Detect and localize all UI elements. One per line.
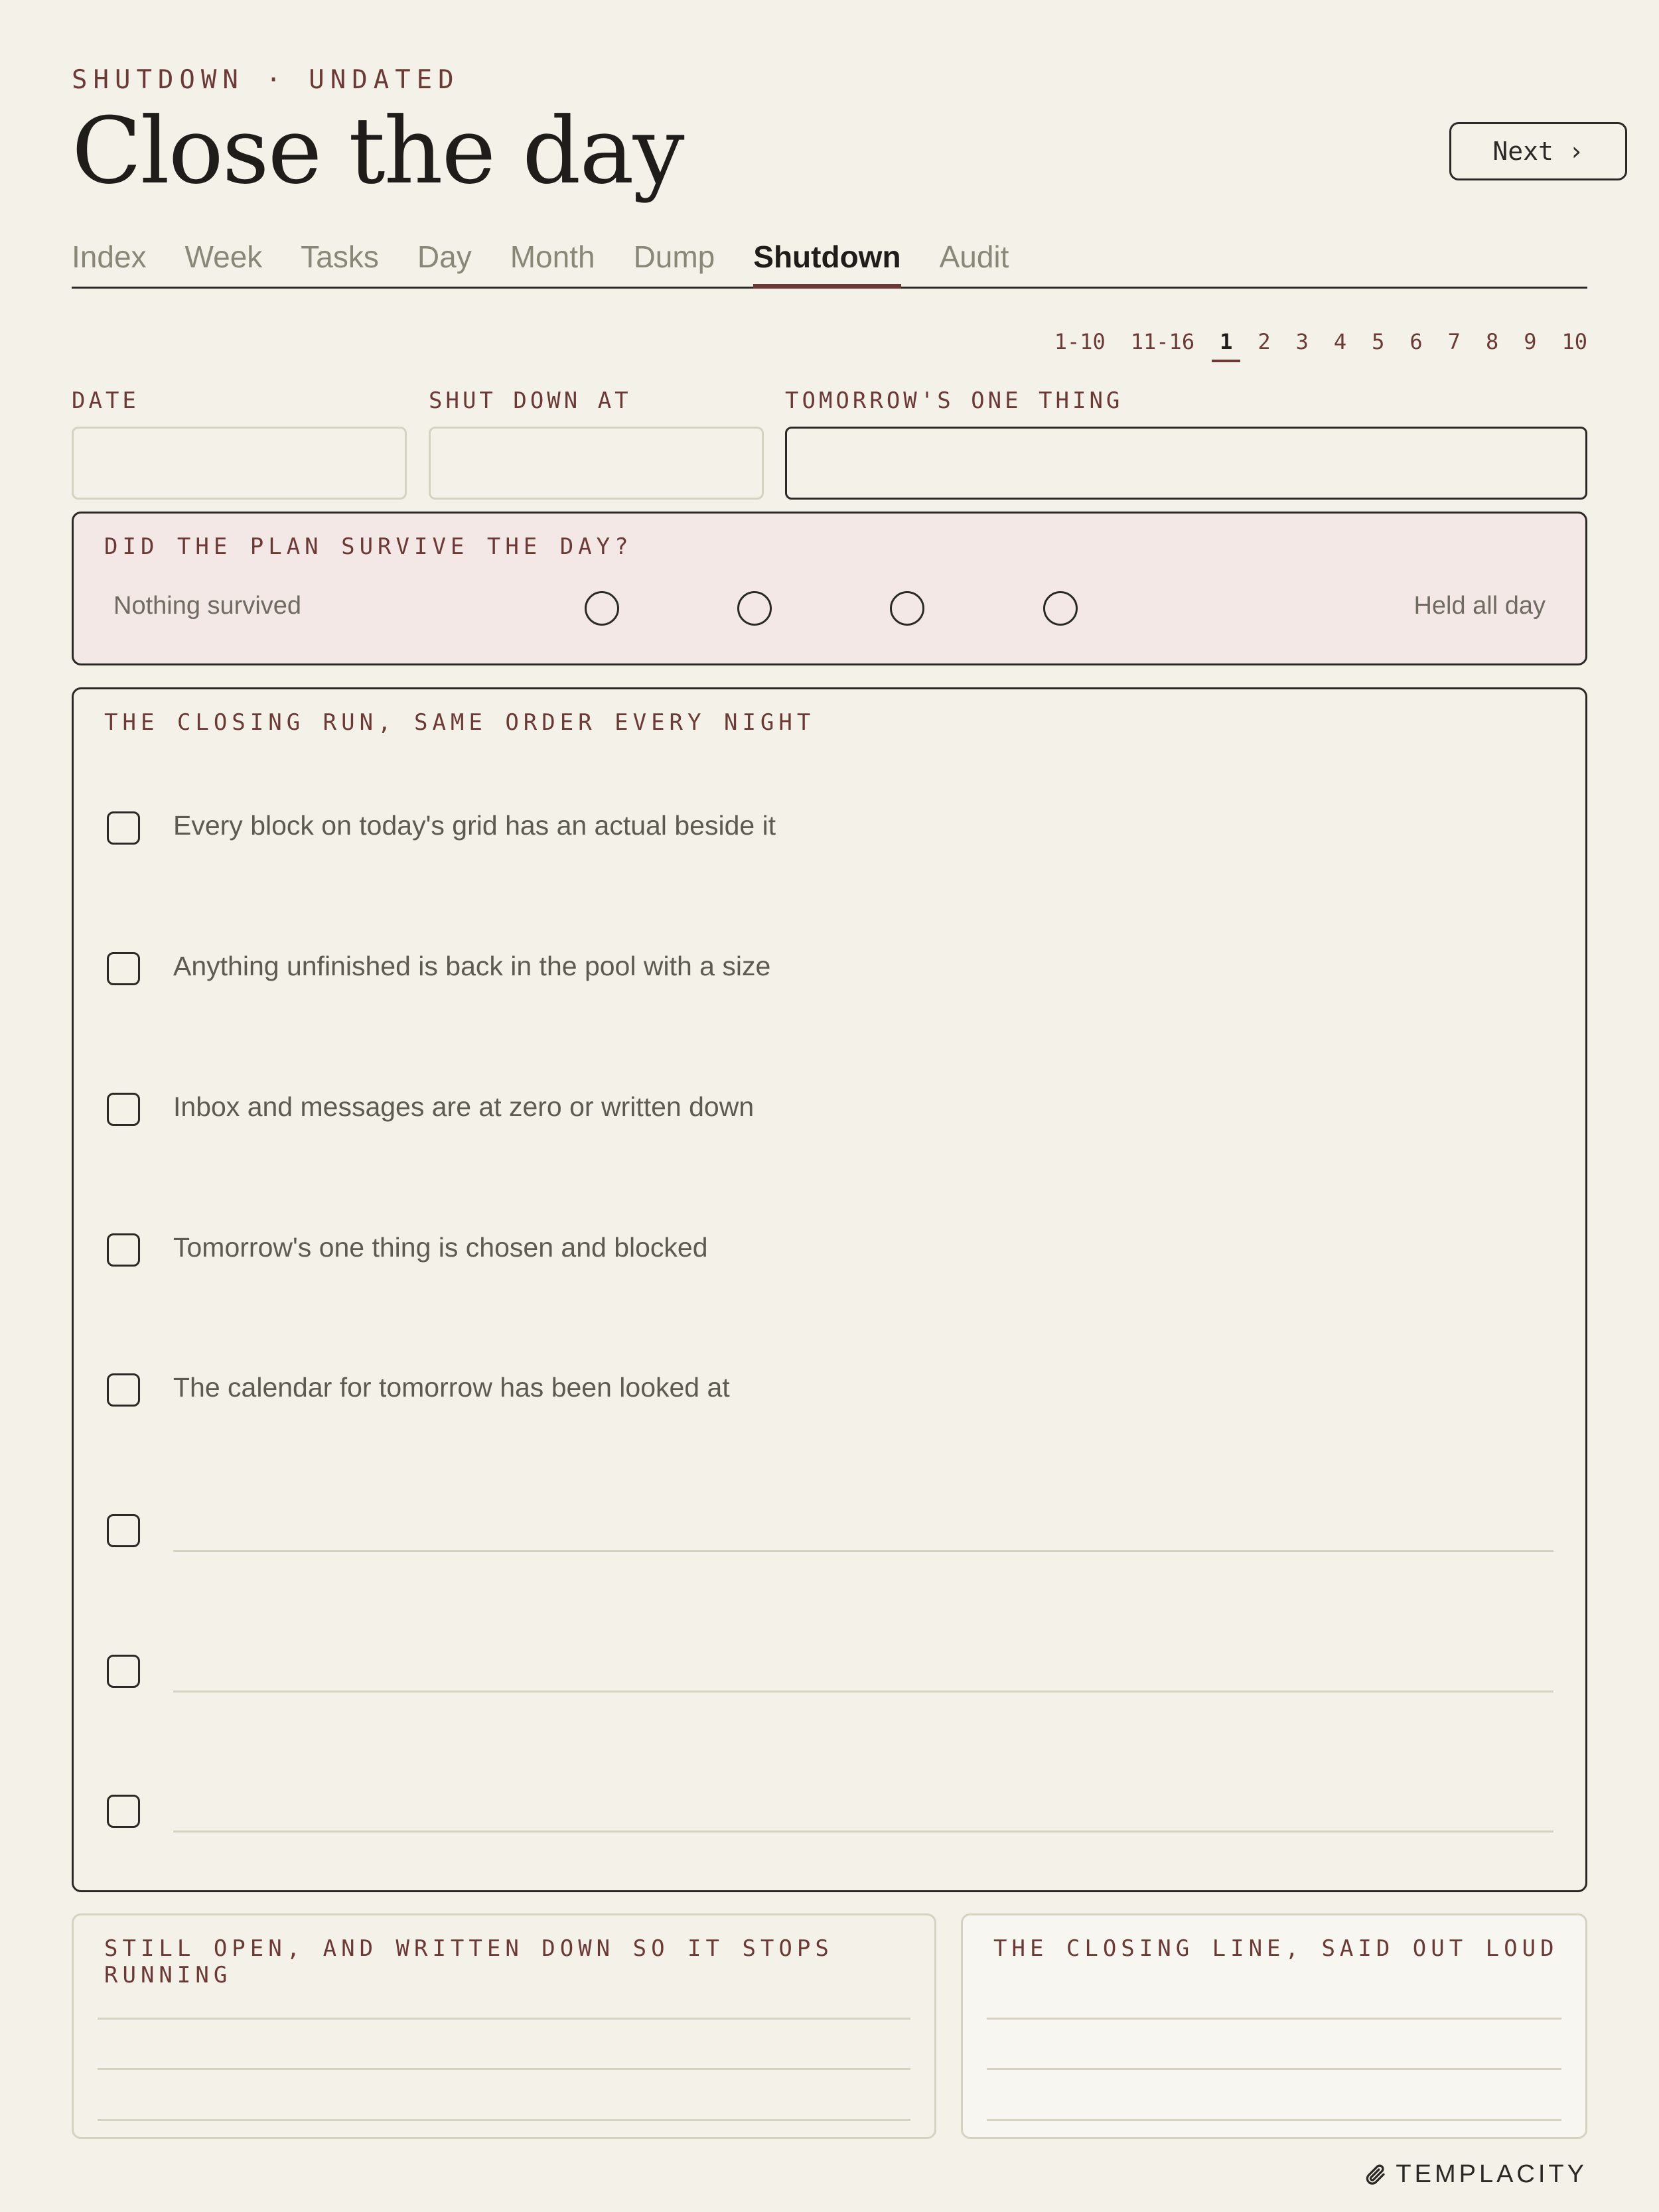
plan-survival-panel: [72, 512, 1587, 665]
closing-line-heading: THE CLOSING LINE, SAID OUT LOUD: [993, 1935, 1559, 1962]
checklist-item: [107, 1361, 1553, 1422]
shutdown-time-field[interactable]: [429, 427, 764, 500]
page-pager: [1029, 329, 1587, 354]
pager-range-1-10[interactable]: 1-10: [1054, 329, 1106, 354]
pager-page[interactable]: 7: [1447, 329, 1461, 354]
one-thing-label: TOMORROW'S ONE THING: [785, 387, 1123, 414]
checkbox[interactable]: [107, 811, 140, 845]
closing-run-panel: [72, 687, 1587, 1892]
writing-line[interactable]: [98, 2119, 910, 2121]
eyebrow: SHUTDOWN · UNDATED: [72, 65, 460, 95]
checkbox[interactable]: [107, 1233, 140, 1267]
tab-bar: [72, 234, 1587, 289]
checklist-item: [107, 940, 1553, 1001]
checkbox[interactable]: [107, 1093, 140, 1126]
blank-checklist-item: [107, 1643, 1553, 1704]
tab-shutdown[interactable]: Shutdown: [753, 234, 901, 287]
checklist-item-text: Tomorrow's one thing is chosen and blocked: [173, 1232, 708, 1263]
tab-day[interactable]: Day: [417, 240, 472, 274]
pager-page[interactable]: 6: [1409, 329, 1423, 354]
tab-month[interactable]: Month: [510, 240, 595, 274]
writing-line[interactable]: [987, 2119, 1561, 2121]
blank-checklist-item: [107, 1502, 1553, 1563]
checkbox[interactable]: [107, 1514, 140, 1547]
checkbox[interactable]: [107, 1795, 140, 1828]
date-field[interactable]: [72, 427, 407, 500]
paperclip-icon: [1364, 2163, 1388, 2187]
pager-page[interactable]: 8: [1485, 329, 1499, 354]
still-open-panel: [72, 1913, 936, 2139]
brand-name: TEMPLACITY: [1396, 2160, 1587, 2188]
pager-range-11-16[interactable]: 11-16: [1130, 329, 1195, 354]
pager-page[interactable]: 9: [1524, 329, 1537, 354]
date-label: DATE: [72, 387, 139, 414]
write-in-line[interactable]: [173, 1691, 1553, 1693]
pager-page[interactable]: 10: [1561, 329, 1587, 354]
closing-run-heading: THE CLOSING RUN, SAME ORDER EVERY NIGHT: [104, 709, 816, 736]
rating-radio-3[interactable]: [890, 591, 924, 626]
checklist-item: [107, 1081, 1553, 1142]
write-in-line[interactable]: [173, 1550, 1553, 1552]
plan-question: DID THE PLAN SURVIVE THE DAY?: [104, 533, 633, 560]
write-in-line[interactable]: [173, 1831, 1553, 1832]
rating-radio-1[interactable]: [585, 591, 619, 626]
pager-page-current[interactable]: 1: [1220, 329, 1233, 354]
still-open-heading: STILL OPEN, AND WRITTEN DOWN SO IT STOPS RUNNING: [104, 1935, 833, 1988]
checklist-item: [107, 1221, 1553, 1282]
checkbox[interactable]: [107, 952, 140, 985]
rating-radio-4[interactable]: [1043, 591, 1078, 626]
checklist-item-text: Inbox and messages are at zero or written down: [173, 1091, 755, 1122]
checkbox[interactable]: [107, 1373, 140, 1407]
scale-low-label: Nothing survived: [113, 592, 302, 620]
tab-index[interactable]: Index: [72, 240, 147, 274]
writing-line[interactable]: [987, 2068, 1561, 2070]
writing-line[interactable]: [987, 2018, 1561, 2020]
checklist-item: [107, 799, 1553, 861]
pager-page[interactable]: 4: [1333, 329, 1347, 354]
pager-page[interactable]: 3: [1295, 329, 1309, 354]
shutdown-time-label: SHUT DOWN AT: [429, 387, 632, 414]
tab-dump[interactable]: Dump: [633, 240, 715, 274]
one-thing-field[interactable]: [785, 427, 1587, 500]
checklist-item-text: Anything unfinished is back in the pool with a size: [173, 951, 771, 981]
brand-logo: [1364, 2160, 1587, 2189]
blank-checklist-item: [107, 1783, 1553, 1844]
tab-week[interactable]: Week: [184, 240, 263, 274]
writing-line[interactable]: [98, 2068, 910, 2070]
page-title: Close the day: [72, 98, 684, 204]
checklist-item-text: Every block on today's grid has an actual beside it: [173, 810, 776, 841]
tab-tasks[interactable]: Tasks: [301, 240, 379, 274]
writing-line[interactable]: [98, 2018, 910, 2020]
scale-high-label: Held all day: [1413, 592, 1546, 620]
closing-line-panel: [961, 1913, 1587, 2139]
pager-page[interactable]: 2: [1258, 329, 1271, 354]
rating-radio-2[interactable]: [737, 591, 772, 626]
next-button[interactable]: Next ›: [1449, 122, 1627, 180]
tab-audit[interactable]: Audit: [939, 240, 1009, 274]
checkbox[interactable]: [107, 1655, 140, 1688]
checklist-item-text: The calendar for tomorrow has been looked at: [173, 1372, 730, 1403]
pager-page[interactable]: 5: [1372, 329, 1385, 354]
